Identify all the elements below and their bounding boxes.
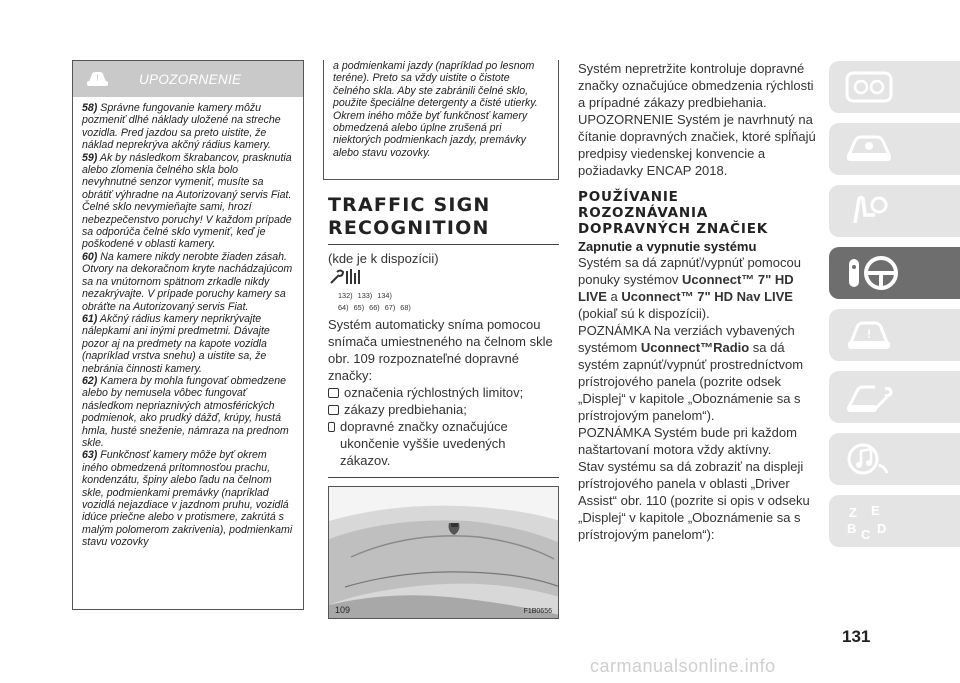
checkbox-bullet-icon (328, 422, 335, 432)
right-column (578, 60, 818, 543)
car-info-icon (845, 131, 893, 167)
tab-dashboard[interactable] (829, 61, 960, 113)
warning-box (72, 60, 304, 610)
list-item: označenia rýchlostných limitov; (328, 384, 559, 401)
warning-car-icon (845, 317, 893, 353)
list-item: zákazy predbiehania; (328, 401, 559, 418)
seat-airbag-icon (845, 193, 893, 229)
sign-list (328, 384, 559, 469)
wrench-tool-icon (328, 268, 368, 286)
svg-text:!: ! (867, 327, 871, 341)
warning-item: 58) Správne fungovanie kamery môžu pozmeniť dlhé náklady uložené na streche vozidla. Pred jazdou sa preto uistite, že náklad neprekrýva akčný rádius kamery. (82, 102, 281, 152)
watermark: carmanualsonline.info (590, 656, 776, 676)
music-phone-icon (845, 441, 893, 477)
tab-multimedia[interactable] (829, 433, 960, 485)
section-heading: POUŽÍVANIE ROZOZNÁVANIA DOPRAVNÝCH ZNAČIEK (578, 189, 768, 237)
warning-body (73, 97, 303, 549)
note-paragraph: POZNÁMKA Na verziách vybavených systémom Uconnect™Radio sa dá systém zapnúť/vypnúť prostredníctvom prístrojového panela (pozrite odsek „Displej“ v kapitole „Oboznámenie sa s prístrojovým panelom“). (578, 323, 804, 423)
warning-continuation: a podmienkami jazdy (napríklad po lesnom teréne). Preto sa vždy uistite o čistote čelného skla. Aby ste zabránili čelné sklo, použite špeciálne detergenty a čisté utierky. Okrem iného môže byť funkčnosť kamery obmedzená alebo úplne zrušená pri niektorých podmienkach jazdy, premávky alebo stavu vozovky. (323, 60, 559, 180)
warning-car-icon (85, 68, 109, 90)
warning-item: 61) Akčný rádius kamery neprikrývajte nálepkami ani inými predmetmi. Dávajte pozor aj na predmety na kapote vozidla (napríklad vrstva snehu) a uistite sa, že nebránia činnosti kamery. (82, 312, 270, 375)
key-steering-wheel-icon (845, 253, 901, 293)
windshield-figure (328, 486, 559, 619)
svg-text:D: D (877, 521, 887, 536)
tab-index[interactable] (829, 495, 960, 547)
page-number: 131 (842, 627, 871, 646)
chapter-tabs (829, 61, 960, 557)
tab-car-info[interactable] (829, 123, 960, 175)
svg-text:C: C (861, 527, 871, 541)
figure-code: F1B0656 (523, 608, 552, 615)
figure-rule (328, 477, 559, 478)
warning-item: 60) Na kamere nikdy nerobte žiaden zásah. Otvory na dekoračnom kryte nachádzajúcom sa na vnútornom spätnom zrkadle nikdy nezakrývajte. V prípade poruchy kamery sa obráťte na Autorizovaný servis Fiat. (82, 250, 293, 313)
car-dashboard-icon (845, 69, 893, 105)
alphabet-index-icon (845, 501, 893, 541)
warning-title: UPOZORNENIE (139, 71, 242, 87)
note-paragraph: POZNÁMKA Systém bude pri každom naštartovaní motora vždy aktívny. (578, 425, 797, 457)
paragraph: Stav systému sa dá zobraziť na displeji prístrojového panela v oblasti „Driver Assist“ obr. 110 (pozrite si opis v odseku „Displej“ v kapitole „Oboznámenie sa s prístrojovým panelom“): (578, 459, 810, 542)
figure-number: 109 (335, 605, 351, 615)
middle-column (323, 60, 559, 619)
warning-references: 132) 133) 134) (338, 291, 392, 300)
warning-item: 63) Funkčnosť kamery môže byť okrem iného obmedzená prítomnosťou prachu, kondenzátu, špiny alebo ľadu na čelnom skle, podmienkami premávky (napríklad vozidlá nejazdiace v jazdnom pruhu, vozidlá idúce priečne alebo v protismere, zakrútá s malým polomerom zakrivenia), podmienkami stavu vozovky (82, 449, 293, 549)
tab-maintenance[interactable] (829, 371, 960, 423)
warning-item: 59) Ak by následkom škrabancov, prasknutia alebo zlomenia čelného skla bolo nevyhnutné senzor vymeniť, musíte sa obrátiť výhradne na Autorizovaný servis Fiat. Čelné sklo nevymieňajte sami, hrozí nebezpečenstvo poruchy! V každom prípade sa odporúča čelné sklo vymeniť, keď je poškodené v oblasti kamery. (82, 151, 292, 251)
svg-text:B: B (847, 521, 857, 536)
wrench-car-icon (845, 379, 893, 415)
caution-references: 64) 65) 66) 67) 68) (338, 303, 411, 312)
reference-icons (328, 266, 559, 288)
intro-paragraph: Systém automaticky sníma pomocou snímača umiestneného na čelnom skle obr. 109 rozpoznateľné dopravné značky: (328, 317, 553, 383)
paragraph: Systém nepretržite kontroluje dopravné značky označujúce obmedzenia rýchlosti a prípadné zákazy predbiehania. (578, 61, 814, 110)
svg-text:Z: Z (849, 505, 857, 520)
checkbox-bullet-icon (328, 388, 339, 398)
warning-header (73, 61, 303, 97)
svg-text:E: E (871, 503, 880, 518)
paragraph: Systém sa dá zapnúť/vypnúť pomocou ponuky systémov Uconnect™ 7" HD LIVE a Uconnect™ 7" HD Nav LIVE (pokiaľ sú k dispozícii). (578, 255, 801, 321)
checkbox-bullet-icon (328, 405, 339, 415)
note-paragraph: UPOZORNENIE Systém je navrhnutý na čítanie dopravných značiek, ktoré spĺňajú predpisy viedenskej konvencie a požiadavky ENCAP 2018. (578, 112, 816, 178)
tab-starting-driving[interactable] (829, 247, 960, 299)
subheading: Zapnutie a vypnutie systému (578, 239, 757, 254)
car-windshield-illustration (329, 487, 559, 619)
tab-emergency[interactable] (829, 309, 960, 361)
title-rule (328, 244, 559, 245)
svg-text:!: ! (96, 73, 99, 83)
list-item: dopravné značky označujúce ukončenie vyššie uvedených zákazov. (328, 418, 559, 469)
tab-safety[interactable] (829, 185, 960, 237)
warning-item: 62) Kamera by mohla fungovať obmedzene alebo by nemusela vôbec fungovať následkom nepriaznivých atmosférických podmienok, ako prudký dážď, krúpy, hustá hmla, husté sneženie, námraza na prednom skle. (82, 374, 289, 449)
availability-note: (kde je k dispozícii) (328, 251, 439, 266)
section-title: TRAFFIC SIGN RECOGNITION (328, 194, 491, 239)
